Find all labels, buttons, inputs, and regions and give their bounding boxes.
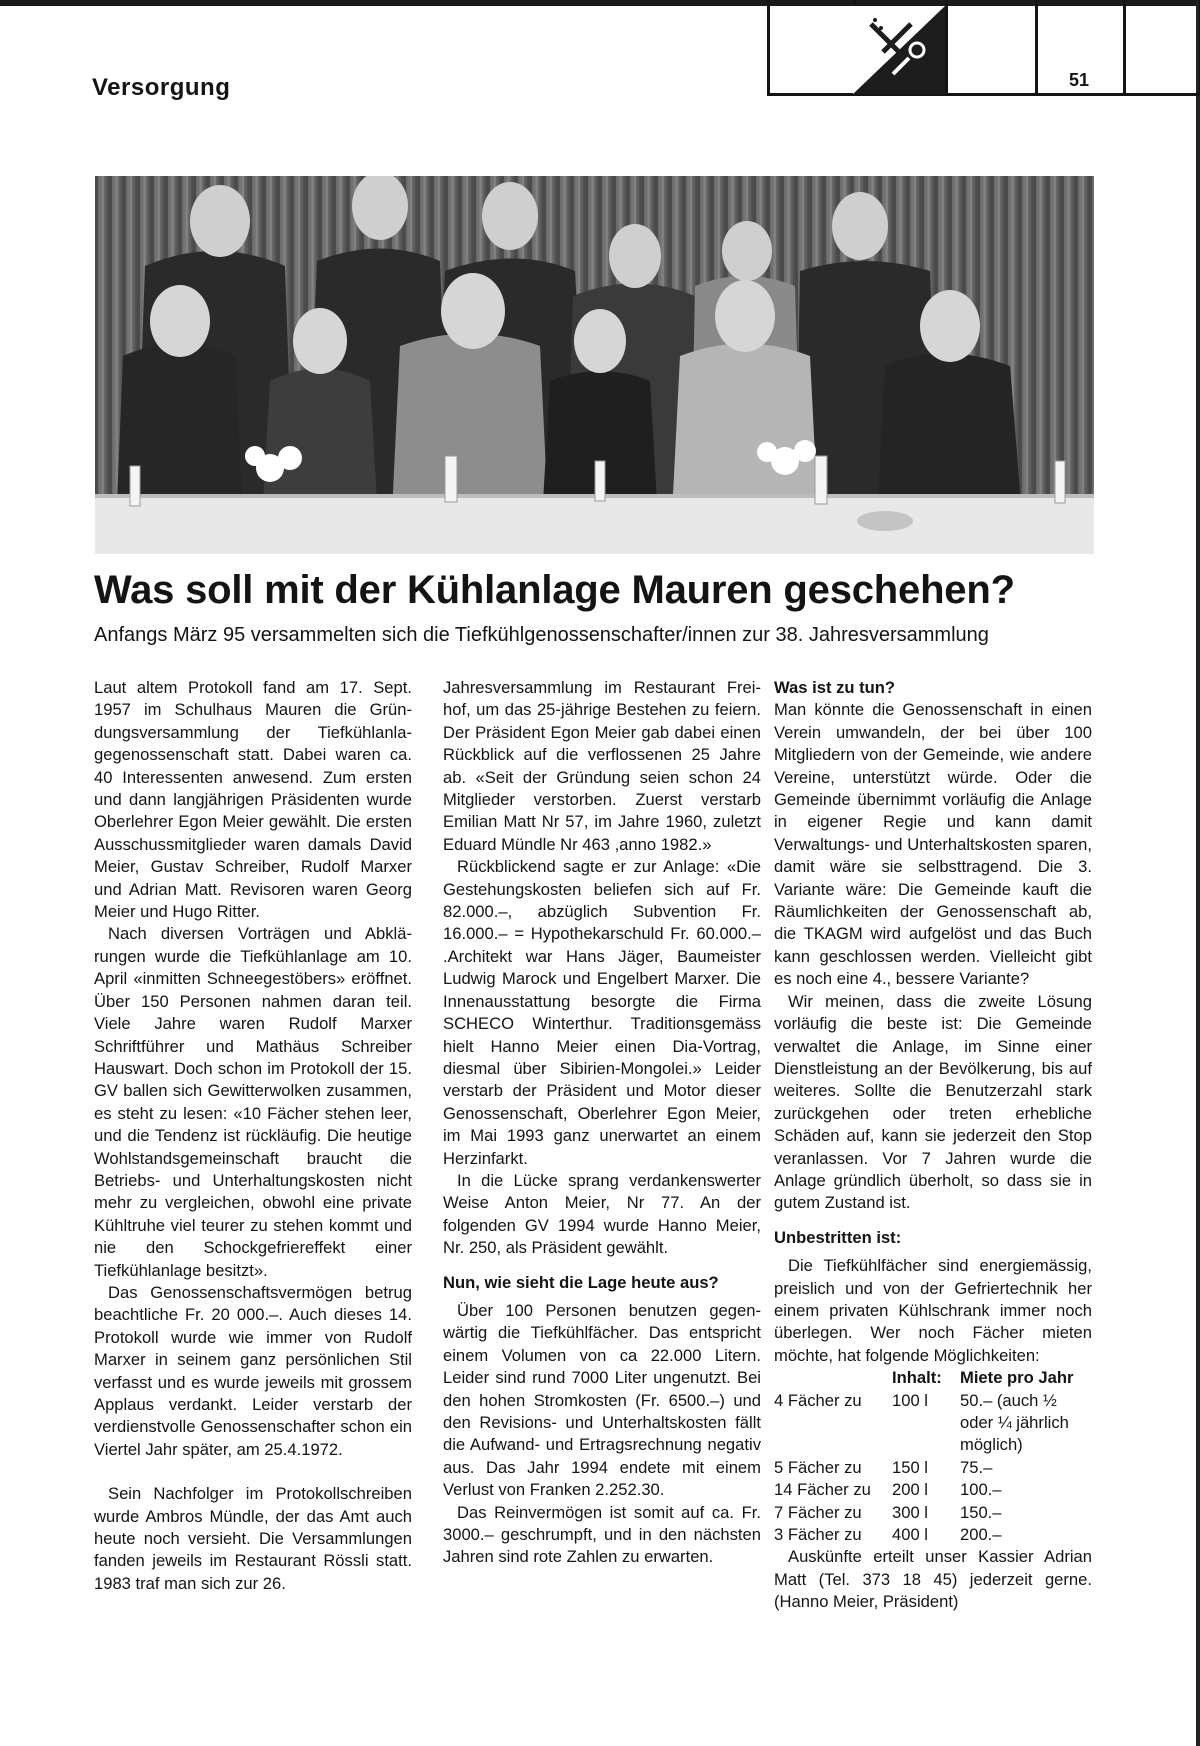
table-row [774,1502,1092,1524]
fee-cell: 7 Fächer zu [774,1502,862,1522]
contact-info: Auskünfte erteilt unser Kassier Adrian Matt (Tel. 373 18 45) jederzeit gerne. (Hanno Meier, Präsident) [774,1547,1092,1612]
table-row [774,1457,1092,1479]
group-photo-image [95,176,1094,554]
paragraph: Rückblickend sagte er zur Anlage: «Die Gestehungskosten beliefen sich auf Fr. 82.000.–, abzüglich Subvention Fr. 16.000.– = Hypothekarschuld Fr. 60.000.– .Architekt war Hans Jäger, Baumeister Ludwig Marock und Engelbert Marxer. Die Innenausstattung besorgte die Firma SCHECO Winterthur. Traditionsgemäss hielt Hanno Meier einen Dia-Vortrag, diesmal über Sibirien-Mongolei.» Leider verstarb der Präsident und Motor dieser Genossenschaft, Oberlehrer Egon Meier, im Mai 1993 ganz unerwartet an einem Herzinfarkt. [443,857,761,1168]
section-heading: Nun, wie sieht die Lage heute aus? [443,1272,719,1292]
fee-cell: 100.– [960,1480,1002,1500]
paragraph: Sein Nachfolger im Protokollschreiben wurde Ambros Mündle, der das Amt auch heute noch versieht. Die Versammlungen fanden jeweils im Restaurant Rössli statt. 1983 traf man sich zur 26. [94,1484,412,1593]
fee-cell: 5 Fächer zu [774,1457,862,1477]
article-column-1 [94,677,412,1595]
fee-cell: 100 l [892,1390,928,1410]
fee-cell: 200.– [960,1525,1002,1545]
fee-cell: 300 l [892,1502,928,1522]
article-title: Was soll mit der Kühlanlage Mauren geschehen? [94,568,1015,612]
article-column-2 [443,677,761,1569]
paragraph: Das Reinvermögen ist somit auf ca. Fr. 3000.– geschrumpft, und in den nächsten Jahren sind rote Zahlen zu erwarten. [443,1502,761,1567]
article-column-3 [774,677,1092,1614]
header-grid [767,0,1200,96]
paragraph: Jahresversammlung im Restaurant Freihof, um das 25-jährige Bestehen zu feiern. Der Präsident Egon Meier gab dabei einen Rückblick auf die verflossenen 25 Jahre ab. «Seit der Gründung seien schon 24 Mitglieder verstorben. Zuerst verstarb Emilian Matt Nr 57, im Jahre 1960, zuletzt Eduard Mündle Nr 463 ,anno 1982.» [443,678,761,854]
fee-cell: 200 l [892,1480,928,1500]
group-photo [95,176,1094,554]
fee-table-header [774,1367,1092,1389]
municipal-crest-icon [853,6,945,94]
paragraph: Laut altem Protokoll fand am 17. Sept. 1957 im Schulhaus Mauren die Gründungsversammlung der Tiefkühlanlagegenossenschaft statt. Dabei waren ca. 40 Interessenten anwesend. Zum ersten und dann langjährigen Präsidenten wurde Oberlehrer Egon Meier gewählt. Die ersten Ausschussmitglieder waren damals David Meier, Gustav Schreiber, Rudolf Marxer und Adrian Matt. Revisoren waren Georg Meier und Hugo Ritter. [94,678,412,922]
page-number: 51 [1068,70,1090,90]
table-row [774,1524,1092,1546]
fee-table [774,1367,1092,1546]
fee-header-cell: Inhalt: [892,1368,942,1388]
fee-cell: 150 l [892,1457,928,1477]
paragraph: In die Lücke sprang verdankenswerter Weise Anton Meier, Nr 77. An der folgenden GV 1994 wurde Hanno Meier, Nr. 250, als Präsident gewählt. [443,1170,761,1258]
fee-cell: 3 Fächer zu [774,1525,862,1545]
fee-cell: 75.– [960,1457,993,1477]
paragraph: Die Tiefkühlfächer sind energiemässig, preislich und von der Gefriertechnik her einem privaten Kühlschrank immer noch überlegen. Wer noch Fächer mieten möchte, hat folgende Möglichkeiten: [774,1256,1092,1365]
page-edge [1196,0,1200,1746]
paragraph: Über 100 Personen benutzen gegenwärtig die Tiefkühlfächer. Das entspricht einem Volumen von ca 22.000 Litern. Leider sind rund 7000 Liter ungenutzt. Bei den hohen Stromkosten (Fr. 6500.–) und den Revisions- und Unterhaltskosten fällt die Aufwand- und Ertragsrechnung negativ aus. Das Jahr 1994 endete mit einem Verlust von Franken 2.252.30. [443,1300,761,1500]
fee-cell: 400 l [892,1525,928,1545]
section-heading: Was ist zu tun? [774,678,896,697]
section-heading: Unbestritten ist: [774,1227,902,1247]
paragraph: Wir meinen, dass die zweite Lösung vorläufig die beste ist: Die Gemeinde verwaltet die Anlage, im Sinne einer Dienstleistung an der Bevölkerung, bis auf weiteres. Sollte die Benutzerzahl stark zurückgehen oder treten erhebliche Schäden auf, kann sie jederzeit den Stop veranlassen. Vor 7 Jahren wurde die Anlage gründlich überholt, so dass sie in gutem Zustand ist. [774,991,1092,1213]
table-row [774,1390,1092,1457]
fee-cell: 150.– [960,1502,1002,1522]
fee-header-cell [774,1367,892,1389]
fee-cell: 50.– (auch ½ oder ¼ jährlich möglich) [960,1390,1069,1455]
fee-header-cell: Miete pro Jahr [960,1368,1074,1388]
paragraph: Das Genossenschaftsvermögen betrug beachtliche Fr. 20 000.–. Auch dieses 14. Protokoll wurde wie immer von Rudolf Marxer in seinem ganz persönlichen Stil verfasst und es wurde jeweils mit grossem Applaus verdankt. Leider verstarb der verdienstvolle Genossenschafter schon ein Viertel Jahr später, am 25.4.1972. [94,1282,412,1459]
table-row [774,1479,1092,1501]
fee-cell: 4 Fächer zu [774,1390,862,1410]
paragraph: Man könnte die Genossenschaft in einen Verein umwandeln, der bei über 100 Mitgliedern von der Gemeinde, wie andere Vereine, unterstützt würde. Oder die Gemeinde übernimmt vorläufig die Anlage in eigener Regie und kann damit Verwaltungs- und Unterhaltskosten sparen, damit wäre sie selbsttragend. Die 3. Variante wäre: Die Gemeinde kauft die Räumlichkeiten der Genossenschaft ab, die TKAGM wird aufgelöst und das Buch kann geschlossen werden. Vielleicht gibt es noch eine 4., bessere Variante? [774,700,1092,989]
fee-cell: 14 Fächer zu [774,1480,871,1500]
section-label: Versorgung [92,74,231,101]
article-subtitle: Anfangs März 95 versammelten sich die Tiefkühlgenossenschafter/innen zur 38. Jahresversammlung [94,624,989,646]
paragraph: Nach diversen Vorträgen und Abklärungen wurde die Tiefkühlanlage am 10. April «inmitten Schneegestöbers» eröffnet. Über 150 Personen nahmen daran teil. Viele Jahre waren Rudolf Marxer Schriftführer und Mathäus Schreiber Hauswart. Doch schon im Protokoll der 15. GV ballen sich Gewitterwolken zusammen, es steht zu lesen: «10 Fächer stehen leer, und die Tendenz ist rückläufig. Die heutige Wohlstandsgemeinschaft braucht die Betriebs- und Unterhaltungskosten nicht mehr zu vergleichen, obwohl eine private Kühltruhe viel teurer zu stehen kommt und nie den Schockgefriereffekt einer Tiefkühlanlage besitzt». [94,924,412,1280]
